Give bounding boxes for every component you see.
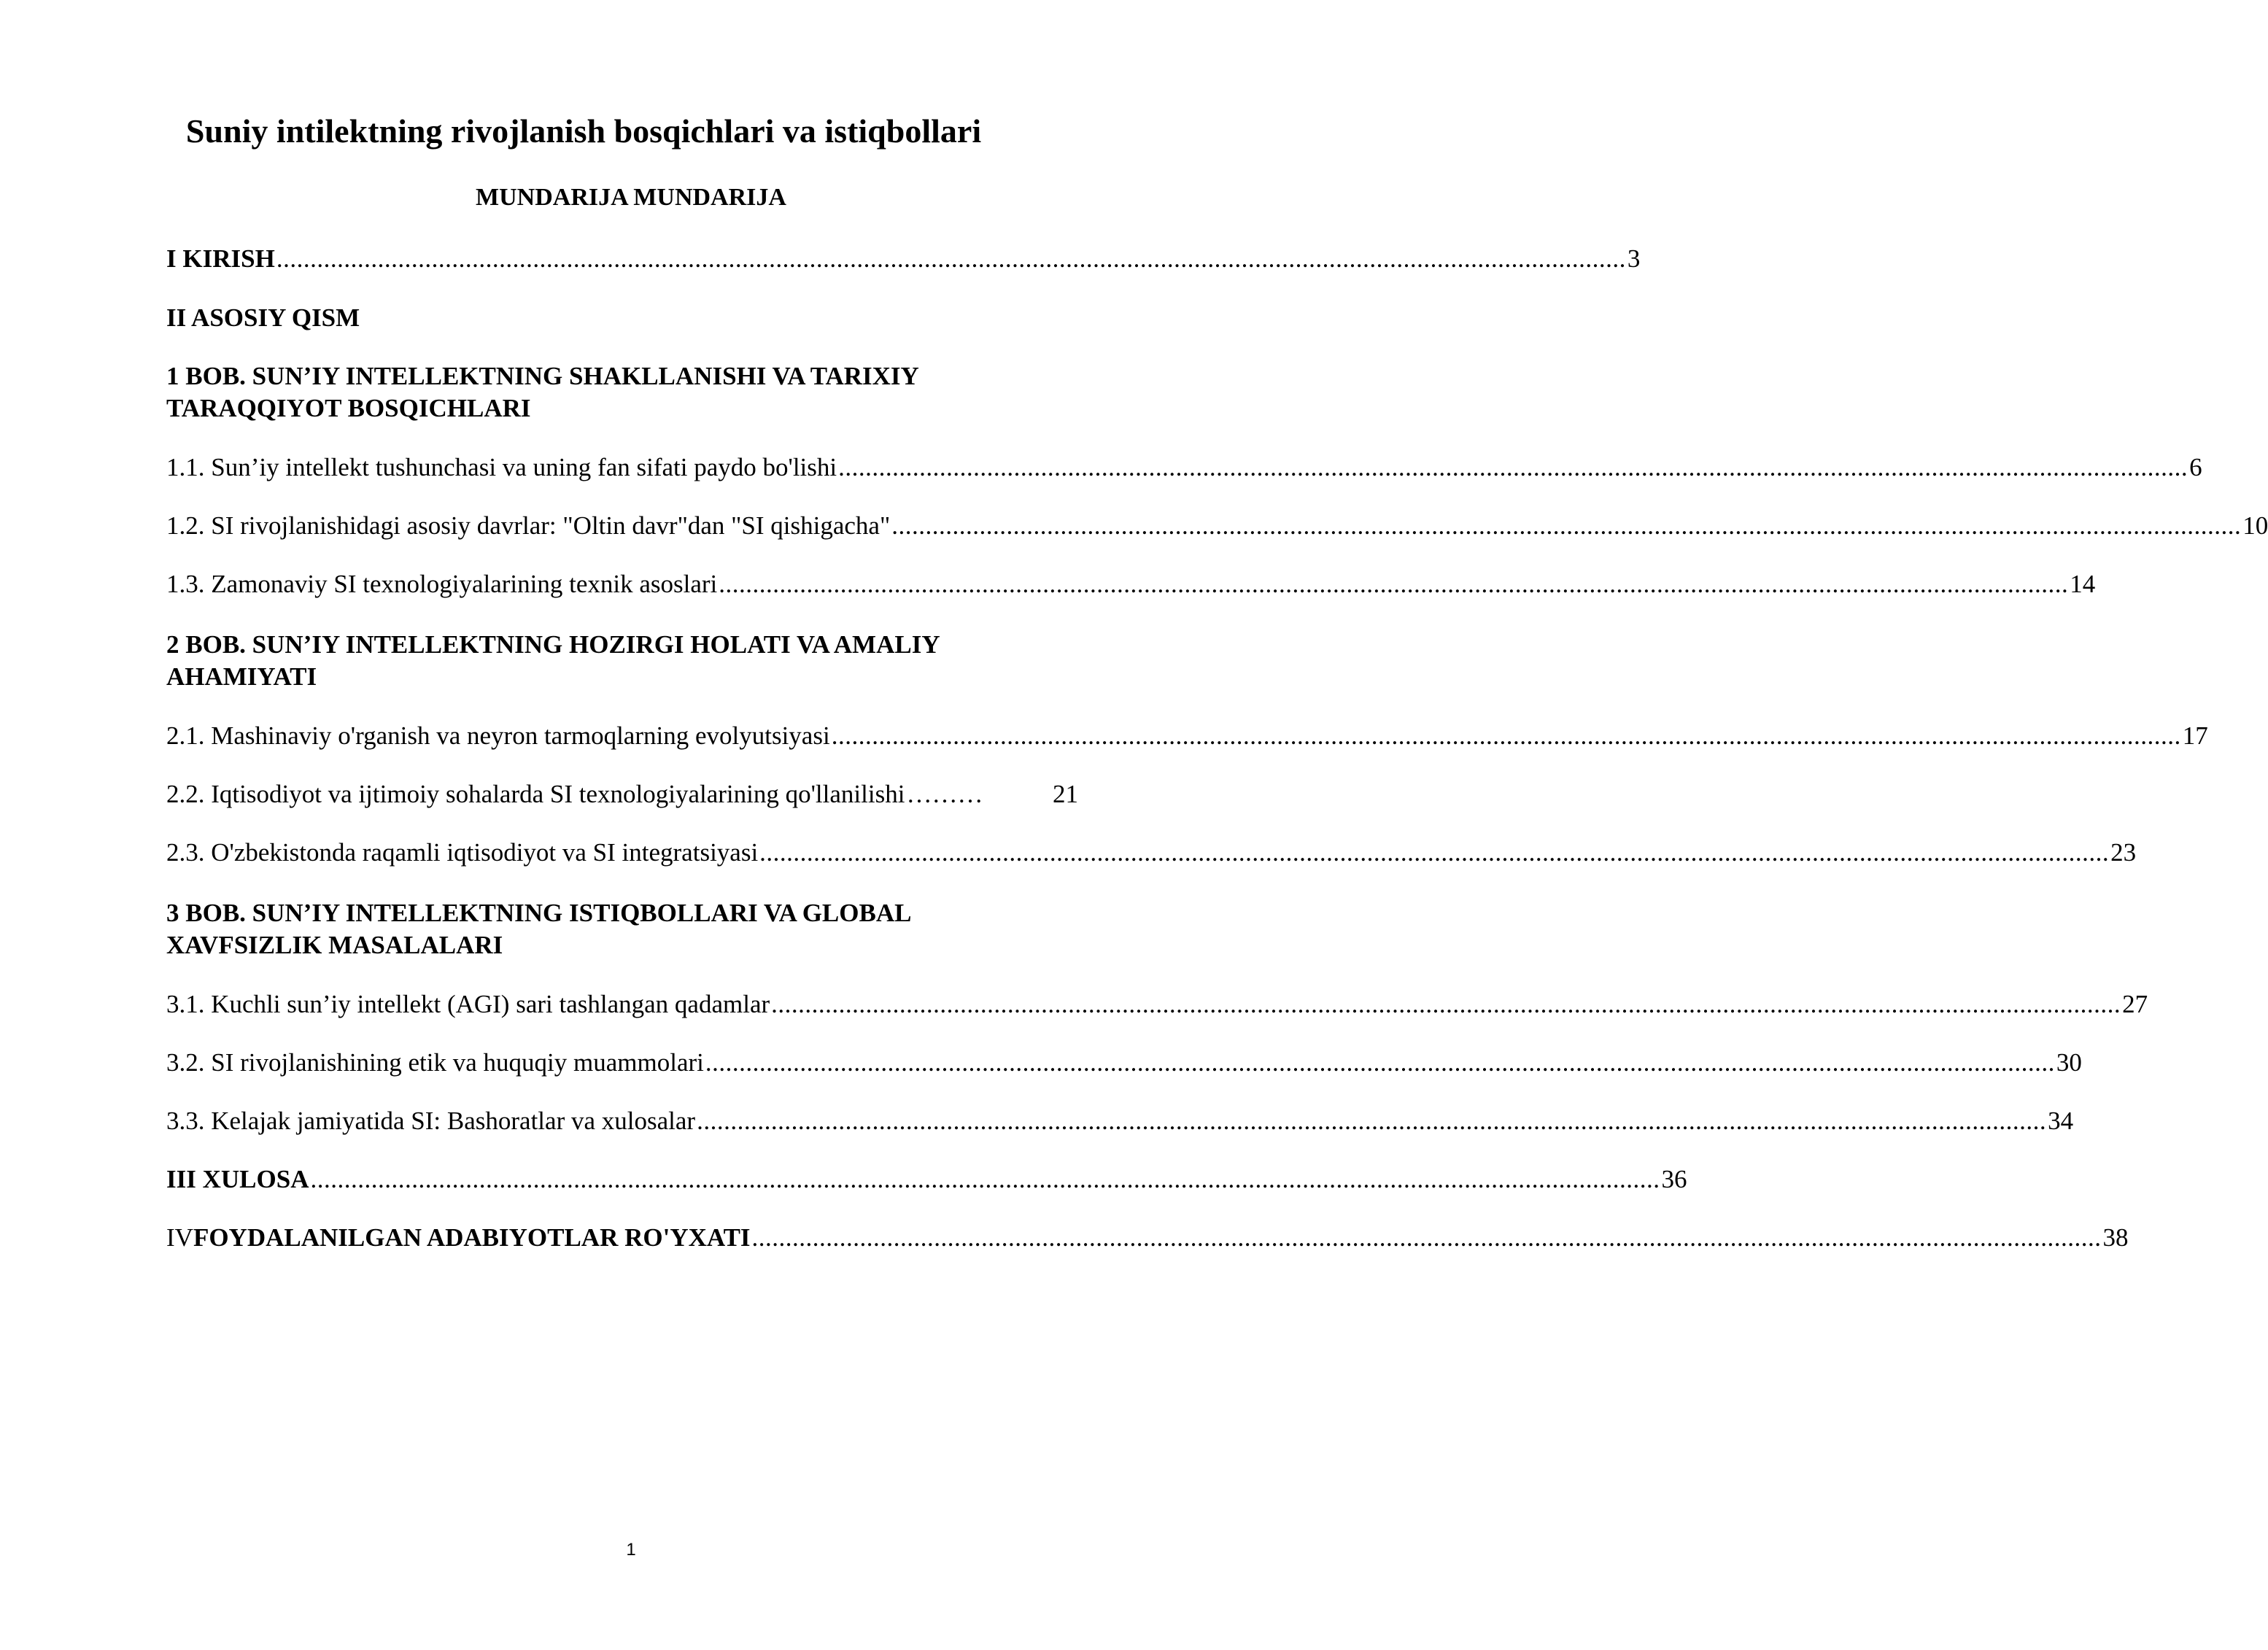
toc-entry-1-3[interactable] xyxy=(166,569,2096,600)
toc-entry-page: 23 xyxy=(2110,838,2137,867)
toc-entry-3-1[interactable] xyxy=(166,989,2148,1020)
toc-chapter-1-heading[interactable]: 1 BOB. SUN’IY INTELLEKTNING SHAKLLANISHI VA TARIXIY TARAQQIYOT BOSQICHLARI xyxy=(166,362,918,422)
toc-entry-page: 34 xyxy=(2048,1107,2074,1135)
toc-entry-page: 21 xyxy=(1053,780,1078,808)
toc-entry-3-2[interactable] xyxy=(166,1047,2082,1078)
toc-entry-label: 3.2. SI rivojlanishining etik va huquqiy muammolari xyxy=(166,1048,704,1077)
toc-entry-page: 30 xyxy=(2056,1048,2082,1077)
toc-leader-ellipsis: ……… xyxy=(906,780,983,808)
toc-entry-1-1[interactable] xyxy=(166,452,2202,483)
toc-entry-label: 3.3. Kelajak jamiyatida SI: Bashoratlar va xulosalar xyxy=(166,1107,696,1135)
toc-entry-label: I KIRISH xyxy=(166,244,275,273)
toc-entry-label: III XULOSA xyxy=(166,1165,309,1193)
toc-entry-label: 1.1. Sun’iy intellekt tushunchasi va uning fan sifati paydo bo'lishi xyxy=(166,453,837,481)
toc-entry-label: 2.1. Mashinaviy o'rganish va neyron tarmoqlarning evolyutsiyasi xyxy=(166,721,830,750)
toc-entry-label: 1.2. SI rivojlanishidagi asosiy davrlar: "Oltin davr"dan "SI qishigacha" xyxy=(166,511,891,540)
toc-entry-page: 17 xyxy=(2182,721,2208,750)
toc-entry-label: FOYDALANILGAN ADABIYOTLAR RO'YXATI xyxy=(193,1223,751,1252)
toc-leader-dots: ........................................................................................................................................................................................................ xyxy=(759,838,2110,867)
toc-leader-dots: ........................................................................................................................................................................................................ xyxy=(831,721,2181,750)
toc-leader-dots: ........................................................................................................................................................................................................ xyxy=(771,990,2121,1018)
toc-leader-dots: ........................................................................................................................................................................................................ xyxy=(838,453,2188,481)
toc-entry-adabiyotlar[interactable] xyxy=(166,1223,2129,1253)
toc-chapter-2-heading[interactable]: 2 BOB. SUN’IY INTELLEKTNING HOZIRGI HOLATI VA AMALIY AHAMIYATI xyxy=(166,630,940,691)
toc-section-asosiy-qism[interactable]: II ASOSIY QISM xyxy=(166,303,360,332)
toc-entry-prefix: IV xyxy=(166,1223,193,1252)
toc-leader-dots: ........................................................................................................................................................................................................ xyxy=(310,1165,1660,1193)
document-title: Suniy intilektning rivojlanish bosqichlari va istiqbollari xyxy=(185,112,982,150)
toc-leader-dots: ........................................................................................................................................................................................................ xyxy=(719,570,2069,598)
toc-entry-kirish[interactable] xyxy=(166,244,1641,274)
toc-entry-xulosa[interactable] xyxy=(166,1164,1687,1195)
toc-leader-dots: ........................................................................................................................................................................................................ xyxy=(751,1223,2102,1252)
toc-entry-label: 3.1. Kuchli sun’iy intellekt (AGI) sari tashlangan qadamlar xyxy=(166,990,770,1018)
page-number: 1 xyxy=(626,1540,636,1560)
toc-entry-page: 36 xyxy=(1661,1165,1687,1193)
toc-entry-page: 14 xyxy=(2070,570,2096,598)
toc-entry-2-2[interactable] xyxy=(166,779,1078,810)
toc-entry-page: 38 xyxy=(2102,1223,2129,1252)
toc-entry-2-3[interactable] xyxy=(166,837,2137,868)
toc-entry-3-3[interactable] xyxy=(166,1106,2074,1136)
toc-chapter-3-heading[interactable]: 3 BOB. SUN’IY INTELLEKTNING ISTIQBOLLARI VA GLOBAL XAVFSIZLIK MASALALARI xyxy=(166,899,910,959)
toc-leader-dots: ........................................................................................................................................................................................................ xyxy=(697,1107,2047,1135)
toc-entry-1-2[interactable] xyxy=(166,511,2268,541)
toc-entry-label: 1.3. Zamonaviy SI texnologiyalarining texnik asoslari xyxy=(166,570,718,598)
toc-leader-dots: ........................................................................................................................................................................................................ xyxy=(891,511,2242,540)
toc-entry-page: 10 xyxy=(2242,511,2268,540)
toc-entry-2-1[interactable] xyxy=(166,721,2208,751)
toc-entry-page: 27 xyxy=(2122,990,2148,1018)
toc-entry-page: 3 xyxy=(1627,244,1641,273)
toc-leader-dots: ........................................................................................................................................................................................................ xyxy=(705,1048,2055,1077)
toc-entry-label: 2.2. Iqtisodiyot va ijtimoiy sohalarda SI texnologiyalarining qo'llanilishi xyxy=(166,780,905,808)
toc-entry-page: 6 xyxy=(2189,453,2202,481)
toc-leader-dots: ........................................................................................................................................................................................................ xyxy=(276,244,1626,273)
toc-entry-label: 2.3. O'zbekistonda raqamli iqtisodiyot va SI integratsiyasi xyxy=(166,838,759,867)
toc-heading: MUNDARIJA MUNDARIJA xyxy=(476,184,786,211)
